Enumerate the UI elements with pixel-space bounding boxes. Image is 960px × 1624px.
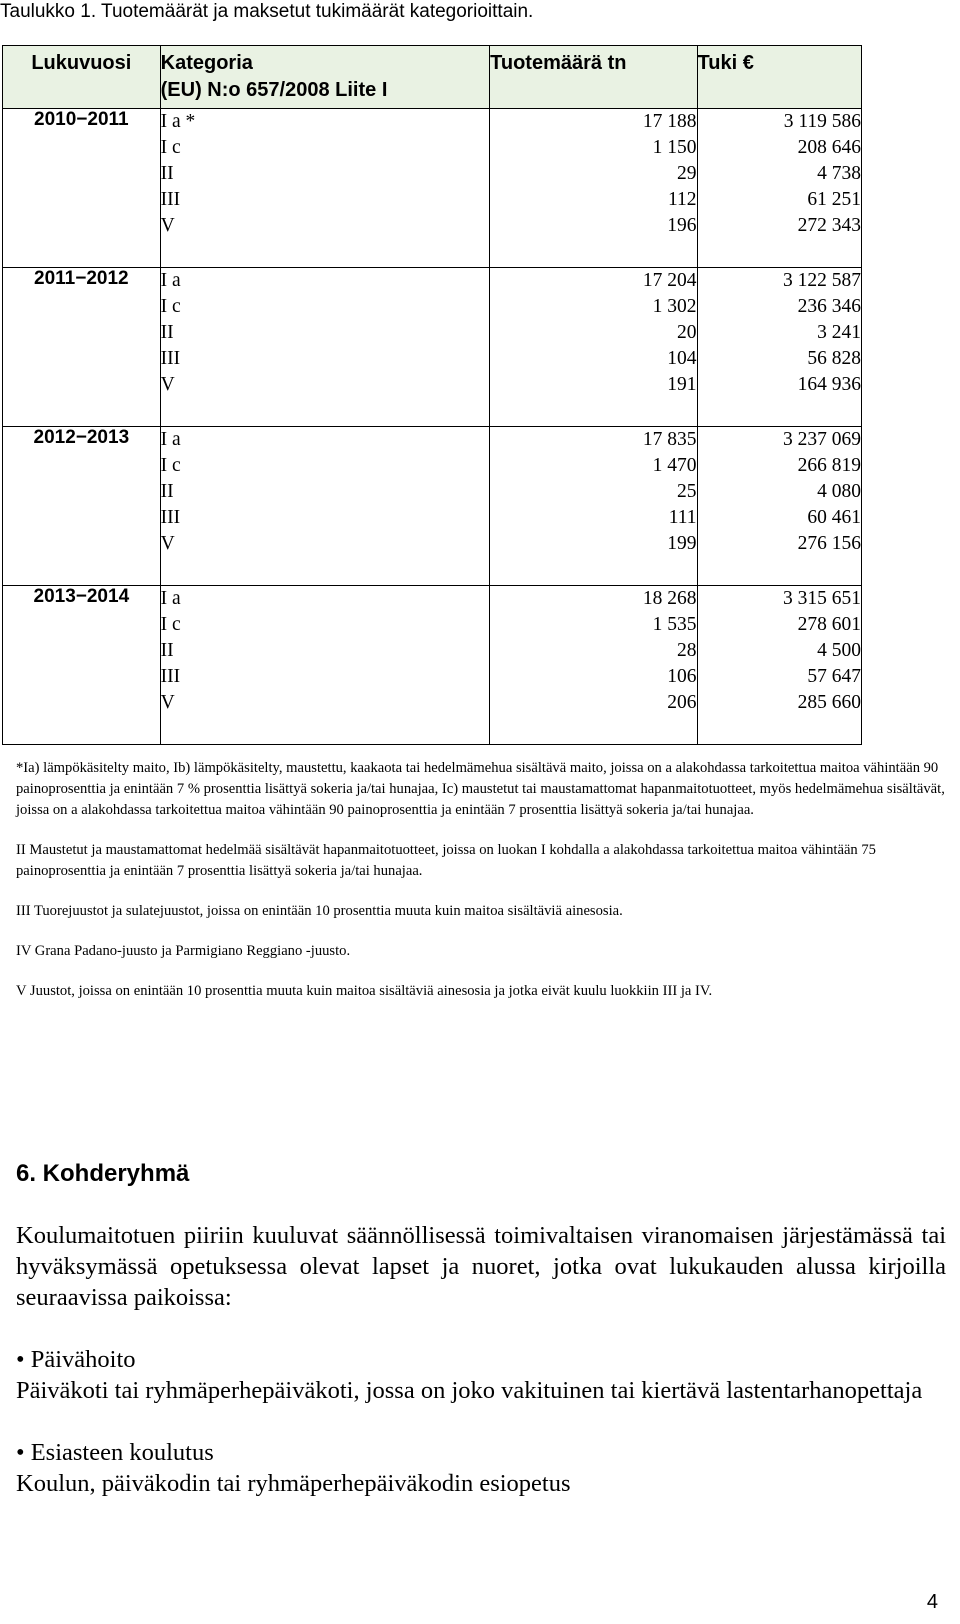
data-table — [2, 45, 862, 745]
year-cell: 2012−2013 — [3, 427, 161, 586]
support-cell-value: 164 936 — [797, 374, 861, 395]
support-cell-value: 3 315 651 — [783, 588, 861, 609]
footnote: IV Grana Padano-juusto ja Parmigiano Reggiano -juusto. — [16, 943, 351, 959]
category-cell-value: V — [160, 374, 175, 395]
amount-cell-value: 112 — [668, 189, 697, 210]
category-cell — [160, 268, 490, 427]
table-row — [3, 109, 862, 268]
amount-cell-value: 20 — [677, 322, 697, 343]
amount-cell-value: 196 — [667, 215, 697, 236]
list-item — [16, 1437, 946, 1499]
amount-cell-value: 199 — [667, 533, 697, 554]
support-cell — [697, 427, 861, 586]
year-cell: 2011−2012 — [3, 268, 161, 427]
amount-cell-value: 17 188 — [642, 111, 697, 132]
year-cell: 2013−2014 — [3, 586, 161, 745]
section-body — [16, 1220, 946, 1499]
support-cell-value: 278 601 — [797, 614, 861, 635]
support-cell-value: 4 500 — [817, 640, 861, 661]
category-cell — [160, 109, 490, 268]
support-cell-value: 285 660 — [797, 692, 861, 713]
table-row — [3, 427, 862, 586]
support-cell-value: 276 156 — [797, 533, 861, 554]
table-row — [3, 586, 862, 745]
bullet-title: • Päivähoito — [16, 1346, 136, 1373]
support-cell-value: 3 237 069 — [783, 429, 861, 450]
support-cell-value: 56 828 — [807, 348, 861, 369]
support-cell — [697, 586, 861, 745]
bullet-text: Päiväkoti tai ryhmäperhepäiväkoti, jossa on joko vakituinen tai kiertävä lastentarhanopettaja — [16, 1377, 923, 1404]
footnote: *Ia) lämpökäsitelty maito, Ib) lämpökäsitelty, maustettu, kaakaota tai hedelmämehua sisältävä maito, joissa on a alakohdassa tarkoitettua maitoa vähintään 90 painoprosenttia ja enintään 7 % prosenttia lisättyä sokeria ja/tai hunajaa, Ic) maustetut tai maustamattomat hapanmaitotuotteet, myös hedelmämehua sisältävät, joissa on a alakohdassa tarkoitettua maitoa vähintään 90 painoprosenttia ja enintään 7 prosenttia lisättyä sokeria ja/tai hunajaa. — [16, 760, 945, 818]
support-cell-value: 208 646 — [797, 137, 861, 158]
page-number: 4 — [926, 1591, 938, 1613]
amount-cell-value: 206 — [667, 692, 697, 713]
amount-cell-value: 104 — [667, 348, 697, 369]
header-support: Tuki € — [697, 46, 861, 109]
support-cell — [697, 268, 861, 427]
footnote: V Juustot, joissa on enintään 10 prosenttia muuta kuin maitoa sisältäviä ainesosia ja jotka eivät kuulu luokkiin III ja IV. — [16, 983, 713, 999]
amount-cell-value: 28 — [677, 640, 697, 661]
category-cell-value: II — [160, 322, 174, 343]
category-cell-value: I a — [160, 429, 181, 450]
support-cell-value: 236 346 — [797, 296, 861, 317]
category-cell-value: V — [160, 692, 175, 713]
category-cell-value: I a * — [160, 111, 196, 132]
bullet-text: Koulun, päiväkodin tai ryhmäperhepäiväkodin esiopetus — [16, 1470, 571, 1497]
category-cell-value: I c — [160, 137, 181, 158]
amount-cell — [490, 109, 697, 268]
category-cell — [160, 586, 490, 745]
category-cell-value: III — [160, 666, 181, 687]
category-cell-value: I c — [160, 296, 181, 317]
amount-cell-value: 17 204 — [642, 270, 697, 291]
support-cell-value: 3 119 586 — [783, 111, 861, 132]
intro-paragraph: Koulumaitotuen piiriin kuuluvat säännöllisessä toimivaltaisen viranomaisen järjestämässä tai hyväksymässä opetuksessa olevat lapset ja nuoret, jotka ovat lukukauden alussa kirjoilla seuraavissa paikoissa: — [16, 1222, 946, 1311]
category-cell-value: III — [160, 348, 181, 369]
year-cell: 2010−2011 — [3, 109, 161, 268]
amount-cell-value: 17 835 — [642, 429, 697, 450]
support-cell-value: 3 122 587 — [783, 270, 861, 291]
category-cell-value: III — [160, 189, 181, 210]
amount-cell-value: 18 268 — [642, 588, 697, 609]
amount-cell-value: 191 — [667, 374, 697, 395]
bullet-title: • Esiasteen koulutus — [16, 1439, 214, 1466]
support-cell-value: 3 241 — [817, 322, 861, 343]
header-category-line2: (EU) N:o 657/2008 Liite I — [160, 79, 388, 101]
support-cell-value: 266 819 — [797, 455, 861, 476]
category-cell-value: II — [160, 163, 174, 184]
header-category-line1: Kategoria — [160, 52, 253, 74]
amount-cell-value: 1 535 — [652, 614, 697, 635]
header-category — [160, 46, 490, 109]
amount-cell-value: 25 — [677, 481, 697, 502]
amount-cell-value: 1 302 — [652, 296, 697, 317]
amount-cell-value: 106 — [667, 666, 697, 687]
amount-cell-value: 111 — [668, 507, 697, 528]
support-cell-value: 272 343 — [797, 215, 861, 236]
amount-cell — [490, 586, 697, 745]
support-cell-value: 61 251 — [807, 189, 861, 210]
footnote: III Tuorejuustot ja sulatejuustot, joissa on enintään 10 prosenttia muuta kuin maitoa sisältäviä ainesosia. — [16, 903, 623, 919]
amount-cell-value: 1 470 — [652, 455, 697, 476]
category-cell-value: I c — [160, 614, 181, 635]
support-cell-value: 60 461 — [807, 507, 861, 528]
category-cell-value: V — [160, 215, 175, 236]
support-cell — [697, 109, 861, 268]
support-cell-value: 4 738 — [817, 163, 861, 184]
amount-cell — [490, 268, 697, 427]
list-item — [16, 1344, 946, 1406]
support-cell-value: 4 080 — [817, 481, 861, 502]
header-year: Lukuvuosi — [3, 46, 161, 109]
category-cell-value: I a — [160, 588, 181, 609]
table-row — [3, 268, 862, 427]
table-caption: Taulukko 1. Tuotemäärät ja maksetut tukimäärät kategorioittain. — [0, 1, 534, 22]
section-heading: 6. Kohderyhmä — [16, 1160, 190, 1187]
header-amount: Tuotemäärä tn — [490, 46, 697, 109]
table-header-row — [3, 46, 862, 109]
amount-cell-value: 29 — [677, 163, 697, 184]
footnotes — [16, 758, 946, 1021]
category-cell-value: V — [160, 533, 175, 554]
category-cell-value: III — [160, 507, 181, 528]
category-cell-value: I a — [160, 270, 181, 291]
category-cell-value: II — [160, 640, 174, 661]
amount-cell-value: 1 150 — [652, 137, 697, 158]
support-cell-value: 57 647 — [807, 666, 861, 687]
category-cell — [160, 427, 490, 586]
category-cell-value: I c — [160, 455, 181, 476]
amount-cell — [490, 427, 697, 586]
footnote: II Maustetut ja maustamattomat hedelmää sisältävät hapanmaitotuotteet, joissa on luokan I kohdalla a alakohdassa tarkoitettua maitoa vähintään 75 painoprosenttia ja enintään 7 prosenttia lisättyä sokeria ja/tai hunajaa. — [16, 842, 876, 879]
category-cell-value: II — [160, 481, 174, 502]
